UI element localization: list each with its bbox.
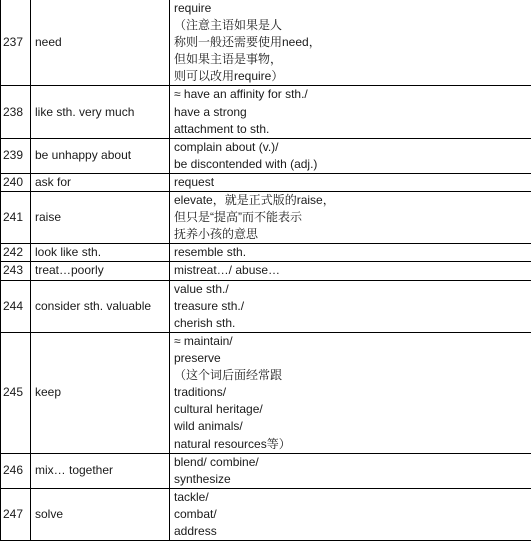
row-number: 237 bbox=[1, 0, 31, 86]
synonym-line: attachment to sth. bbox=[174, 121, 531, 138]
synonym-cell bbox=[170, 0, 531, 86]
row-number: 238 bbox=[1, 86, 31, 138]
synonym-line: 抚养小孩的意思 bbox=[174, 226, 531, 243]
synonym-line: 称则一般还需要使用need， bbox=[174, 34, 531, 51]
phrase-cell: solve bbox=[31, 488, 170, 540]
phrase-cell: mix… together bbox=[31, 453, 170, 488]
synonym-line: 但如果主语是事物， bbox=[174, 51, 531, 68]
row-number: 241 bbox=[1, 192, 31, 244]
synonym-line: elevate，就是正式版的raise， bbox=[174, 192, 531, 209]
synonym-line: treasure sth./ bbox=[174, 298, 531, 315]
synonym-line: preserve bbox=[174, 350, 531, 367]
row-number: 246 bbox=[1, 453, 31, 488]
synonym-line: natural resources等） bbox=[174, 436, 531, 453]
phrase-cell: like sth. very much bbox=[31, 86, 170, 138]
synonym-line: traditions/ bbox=[174, 384, 531, 401]
synonym-line: complain about (v.)/ bbox=[174, 139, 531, 156]
synonym-line: 则可以改用require） bbox=[174, 68, 531, 85]
synonym-cell bbox=[170, 262, 531, 280]
synonym-cell bbox=[170, 244, 531, 262]
row-number: 243 bbox=[1, 262, 31, 280]
phrase-cell: treat…poorly bbox=[31, 262, 170, 280]
synonym-line: ≈ maintain/ bbox=[174, 333, 531, 350]
table-row bbox=[1, 86, 531, 138]
synonym-line: （这个词后面经常跟 bbox=[174, 367, 531, 384]
table-row bbox=[1, 173, 531, 191]
synonym-line: be discontended with (adj.) bbox=[174, 156, 531, 173]
synonym-line: mistreat…/ abuse… bbox=[174, 262, 531, 279]
synonym-cell bbox=[170, 138, 531, 173]
synonym-cell bbox=[170, 488, 531, 540]
phrase-cell: keep bbox=[31, 332, 170, 453]
row-number: 244 bbox=[1, 280, 31, 332]
phrase-cell: consider sth. valuable bbox=[31, 280, 170, 332]
synonym-line: combat/ bbox=[174, 506, 531, 523]
synonym-line: （注意主语如果是人 bbox=[174, 17, 531, 34]
synonym-line: cultural heritage/ bbox=[174, 401, 531, 418]
synonym-line: resemble sth. bbox=[174, 244, 531, 261]
table-row bbox=[1, 280, 531, 332]
table-row bbox=[1, 453, 531, 488]
table-body bbox=[1, 0, 531, 541]
synonym-line: address bbox=[174, 523, 531, 540]
synonym-line: have a strong bbox=[174, 104, 531, 121]
synonym-line: wild animals/ bbox=[174, 418, 531, 435]
row-number: 245 bbox=[1, 332, 31, 453]
phrase-cell: need bbox=[31, 0, 170, 86]
phrase-cell: look like sth. bbox=[31, 244, 170, 262]
synonym-line: synthesize bbox=[174, 471, 531, 488]
synonym-line: cherish sth. bbox=[174, 315, 531, 332]
table-row bbox=[1, 332, 531, 453]
synonym-cell bbox=[170, 192, 531, 244]
row-number: 240 bbox=[1, 173, 31, 191]
table-row bbox=[1, 192, 531, 244]
synonym-line: ≈ have an affinity for sth./ bbox=[174, 86, 531, 103]
row-number: 247 bbox=[1, 488, 31, 540]
synonym-line: tackle/ bbox=[174, 489, 531, 506]
synonym-cell bbox=[170, 453, 531, 488]
phrase-cell: be unhappy about bbox=[31, 138, 170, 173]
table-row bbox=[1, 244, 531, 262]
synonym-cell bbox=[170, 173, 531, 191]
synonym-line: require bbox=[174, 0, 531, 17]
synonym-line: value sth./ bbox=[174, 281, 531, 298]
synonym-line: 但只是“提高”而不能表示 bbox=[174, 209, 531, 226]
synonym-cell bbox=[170, 332, 531, 453]
phrase-cell: raise bbox=[31, 192, 170, 244]
table-row bbox=[1, 0, 531, 86]
phrase-cell: ask for bbox=[31, 173, 170, 191]
table-row bbox=[1, 488, 531, 540]
row-number: 242 bbox=[1, 244, 31, 262]
table-row bbox=[1, 138, 531, 173]
table-row bbox=[1, 262, 531, 280]
synonym-line: request bbox=[174, 174, 531, 191]
synonym-cell bbox=[170, 280, 531, 332]
synonym-cell bbox=[170, 86, 531, 138]
row-number: 239 bbox=[1, 138, 31, 173]
synonym-line: blend/ combine/ bbox=[174, 454, 531, 471]
